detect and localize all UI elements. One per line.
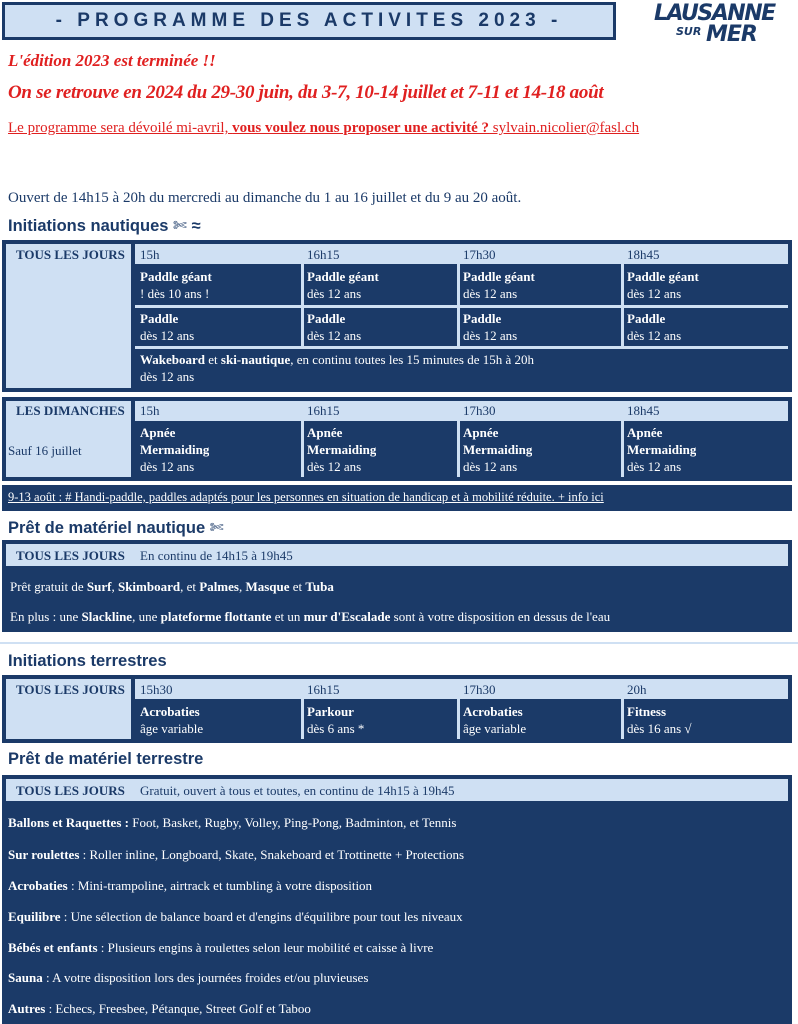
activity-name: Mermaiding [463, 442, 533, 457]
time-17h30: 17h30 [463, 247, 496, 262]
daily-label: TOUS LES JOURS [16, 682, 125, 697]
time-17h30: 17h30 [463, 682, 496, 697]
ski-nautique-label: ski-nautique [220, 352, 291, 367]
section-title-nautical-gear [8, 518, 224, 538]
gear-schedule: Gratuit, ouvert à tous et toutes, en continu de 14h15 à 19h45 [140, 783, 455, 798]
daily-label: TOUS LES JOURS [16, 783, 125, 798]
activity-age: dès 16 ans √ [627, 721, 692, 736]
activity-age: dès 12 ans [463, 286, 518, 301]
activity-name: Paddle [140, 311, 179, 326]
text: , [111, 579, 118, 594]
item-category: Acrobaties [8, 878, 68, 893]
activity-name: Parkour [307, 704, 354, 719]
activity-age: ! dès 10 ans ! [140, 286, 210, 301]
land-gear-panel [2, 775, 792, 1024]
activity-cell [463, 703, 526, 737]
col-divider [301, 699, 304, 739]
scissors-icon: ✄ [209, 519, 224, 537]
time-18h45: 18h45 [627, 247, 660, 262]
activity-name: Acrobaties [140, 704, 200, 719]
activity-name: Paddle [627, 311, 666, 326]
gear-line-1 [10, 579, 334, 595]
section-title-land: Initiations terrestres [8, 652, 167, 670]
activity-name: Apnée [140, 425, 176, 440]
item-category: Sauna [8, 970, 43, 985]
lausanne-sur-mer-logo[interactable] [654, 3, 774, 49]
activity-name: Fitness [627, 704, 666, 719]
item-category: Equilibre [8, 909, 61, 924]
section-title-nautical [8, 216, 201, 236]
activity-cell [627, 268, 699, 302]
activity-cell [307, 424, 376, 475]
nautical-title: Initiations nautiques [8, 217, 169, 235]
item-detail: : Mini-trampoline, airtrack et tumbling à votre disposition [67, 878, 373, 893]
col-divider [301, 421, 304, 477]
opening-hours: Ouvert de 14h15 à 20h du mercredi au dimanche du 1 au 16 juillet et du 9 au 20 août. [8, 190, 522, 206]
wake-connector: et [205, 352, 221, 367]
activity-age: dès 12 ans [463, 328, 518, 343]
activity-age: dès 12 ans [307, 286, 362, 301]
wake-schedule: , en continu toutes les 15 minutes de 15h à 20h [290, 352, 534, 367]
activity-name: Paddle géant [307, 269, 379, 284]
nautical-daily-table [2, 240, 792, 392]
activity-name: Paddle [463, 311, 502, 326]
time-header-strip [135, 679, 788, 699]
program-title-box [2, 2, 616, 40]
item-category: Autres [8, 1001, 46, 1016]
logo-line-1: LAUSANNE [654, 1, 775, 26]
item-surf: Surf [86, 579, 112, 594]
sunday-label: LES DIMANCHES [16, 403, 125, 418]
sunday-exception: Sauf 16 juillet [8, 443, 82, 458]
activity-cell [307, 703, 364, 737]
gear-schedule: En continu de 14h15 à 19h45 [140, 548, 293, 563]
activity-name: Paddle géant [463, 269, 535, 284]
col-divider [621, 421, 624, 477]
activity-name: Paddle géant [627, 269, 699, 284]
handi-paddle-note[interactable]: 9-13 août : # Handi-paddle, paddles adaptés pour les personnes en situation de handicap et à mobilité réduite. + info ici [8, 490, 604, 504]
activity-name: Acrobaties [463, 704, 523, 719]
land-daily-table [2, 675, 792, 743]
nautical-sunday-table [2, 397, 792, 481]
col-divider [301, 264, 304, 348]
section-divider [0, 642, 798, 644]
activity-cell [140, 703, 203, 737]
text: , et [180, 579, 200, 594]
list-item [8, 815, 456, 831]
text: sont à votre disposition en dessus de l'eau [390, 609, 611, 624]
reveal-notice[interactable] [8, 120, 639, 137]
activity-cell [627, 310, 681, 344]
item-detail: : Roller inline, Longboard, Skate, Snakeboard et Trottinette + Protections [79, 847, 465, 862]
item-detail: : Echecs, Freesbee, Pétanque, Street Golf et Taboo [45, 1001, 311, 1016]
activity-name: Paddle géant [140, 269, 212, 284]
activity-age: dès 12 ans [307, 459, 362, 474]
activity-cell [307, 268, 379, 302]
handi-paddle-note-bar[interactable] [2, 485, 792, 511]
item-category: Bébés et enfants [8, 940, 98, 955]
activity-cell [463, 268, 535, 302]
propose-activity-link[interactable]: vous voulez nous proposer une activité ? [232, 120, 490, 136]
activity-age: dès 12 ans [307, 328, 362, 343]
time-17h30: 17h30 [463, 403, 496, 418]
daily-label: TOUS LES JOURS [16, 548, 125, 563]
scissors-wave-icons: ✄ ≈ [173, 217, 201, 235]
activity-age: dès 12 ans [140, 328, 195, 343]
activity-age: dès 12 ans [627, 328, 682, 343]
list-item [8, 970, 368, 986]
item-category: Ballons et Raquettes : [8, 815, 129, 830]
program-title: - PROGRAMME DES ACTIVITES 2023 - [55, 10, 563, 31]
daily-label: TOUS LES JOURS [16, 247, 125, 262]
activity-cell [140, 268, 212, 302]
activity-cell [140, 424, 209, 475]
time-16h15: 16h15 [307, 682, 340, 697]
edition-over-notice: L'édition 2023 est terminée !! [8, 51, 216, 70]
col-divider [457, 699, 460, 739]
time-header-strip [135, 244, 788, 264]
item-detail: : Plusieurs engins à roulettes selon leur mobilité et caisse à livre [97, 940, 434, 955]
activity-name: Apnée [627, 425, 663, 440]
time-header-strip [135, 401, 788, 421]
col-divider [457, 421, 460, 477]
activity-name: Apnée [463, 425, 499, 440]
next-dates: On se retrouve en 2024 du 29-30 juin, du 3-7, 10-14 juillet et 7-11 et 14-18 août [8, 82, 604, 103]
logo-line-3: MER [706, 22, 757, 47]
list-item [8, 847, 464, 863]
section-title-land-gear: Prêt de matériel terrestre [8, 750, 204, 768]
col-divider [457, 264, 460, 348]
activity-cell [140, 310, 194, 344]
activity-cell [463, 424, 532, 475]
time-16h15: 16h15 [307, 403, 340, 418]
daily-label-cell [6, 244, 131, 388]
text: , [238, 579, 246, 594]
logo-line-2: SUR [676, 25, 702, 38]
item-skimboard: Skimboard [117, 579, 181, 594]
activity-age: dès 6 ans * [307, 721, 365, 736]
col-divider [621, 699, 624, 739]
text: , une [132, 609, 161, 624]
item-category: Sur roulettes [8, 847, 80, 862]
activity-age: dès 12 ans [627, 286, 682, 301]
item-detail: : A votre disposition lors des journées froides et/ou pluvieuses [42, 970, 369, 985]
time-16h15: 16h15 [307, 247, 340, 262]
col-divider [621, 264, 624, 348]
list-item [8, 1001, 311, 1017]
item-slackline: Slackline [81, 609, 133, 624]
list-item [8, 878, 372, 894]
item-palmes: Palmes [199, 579, 239, 594]
contact-email[interactable]: sylvain.nicolier@fasl.ch [489, 120, 640, 136]
list-item [8, 909, 463, 925]
text: et [289, 579, 306, 594]
list-item [8, 940, 433, 956]
item-tuba: Tuba [305, 579, 334, 594]
row-divider [135, 346, 788, 349]
activity-name: Apnée [307, 425, 343, 440]
activity-age: dès 12 ans [463, 459, 518, 474]
activity-age: dès 12 ans [140, 369, 195, 384]
time-15h30: 15h30 [140, 682, 173, 697]
activity-cell [627, 703, 692, 737]
activity-cell [307, 310, 361, 344]
activity-name: Mermaiding [627, 442, 697, 457]
reveal-plain: Le programme sera dévoilé mi-avril, [8, 120, 233, 136]
item-detail: Foot, Basket, Rugby, Volley, Ping-Pong, Badminton, et Tennis [128, 815, 457, 830]
item-masque: Masque [245, 579, 290, 594]
nautical-gear-title: Prêt de matériel nautique [8, 519, 206, 537]
nautical-gear-panel [2, 540, 792, 632]
activity-age: dès 12 ans [140, 459, 195, 474]
item-detail: : Une sélection de balance board et d'engins d'équilibre pour tout les niveaux [60, 909, 463, 924]
text: et un [271, 609, 304, 624]
activity-age: âge variable [463, 721, 527, 736]
time-20h: 20h [627, 682, 647, 697]
activity-age: âge variable [140, 721, 204, 736]
row-divider [135, 305, 788, 308]
text: En plus : une [10, 609, 82, 624]
wakeboard-label: Wakeboard [140, 352, 206, 367]
activity-name: Mermaiding [140, 442, 210, 457]
item-floating-platform: plateforme flottante [160, 609, 272, 624]
wakeboard-row [140, 351, 534, 385]
activity-age: dès 12 ans [627, 459, 682, 474]
activity-cell [463, 310, 517, 344]
time-18h45: 18h45 [627, 403, 660, 418]
activity-cell [627, 424, 696, 475]
activity-name: Paddle [307, 311, 346, 326]
item-climbing-wall: mur d'Escalade [303, 609, 391, 624]
time-15h: 15h [140, 403, 160, 418]
activity-name: Mermaiding [307, 442, 377, 457]
time-15h: 15h [140, 247, 160, 262]
text: Prêt gratuit de [10, 579, 87, 594]
gear-line-2 [10, 609, 610, 625]
